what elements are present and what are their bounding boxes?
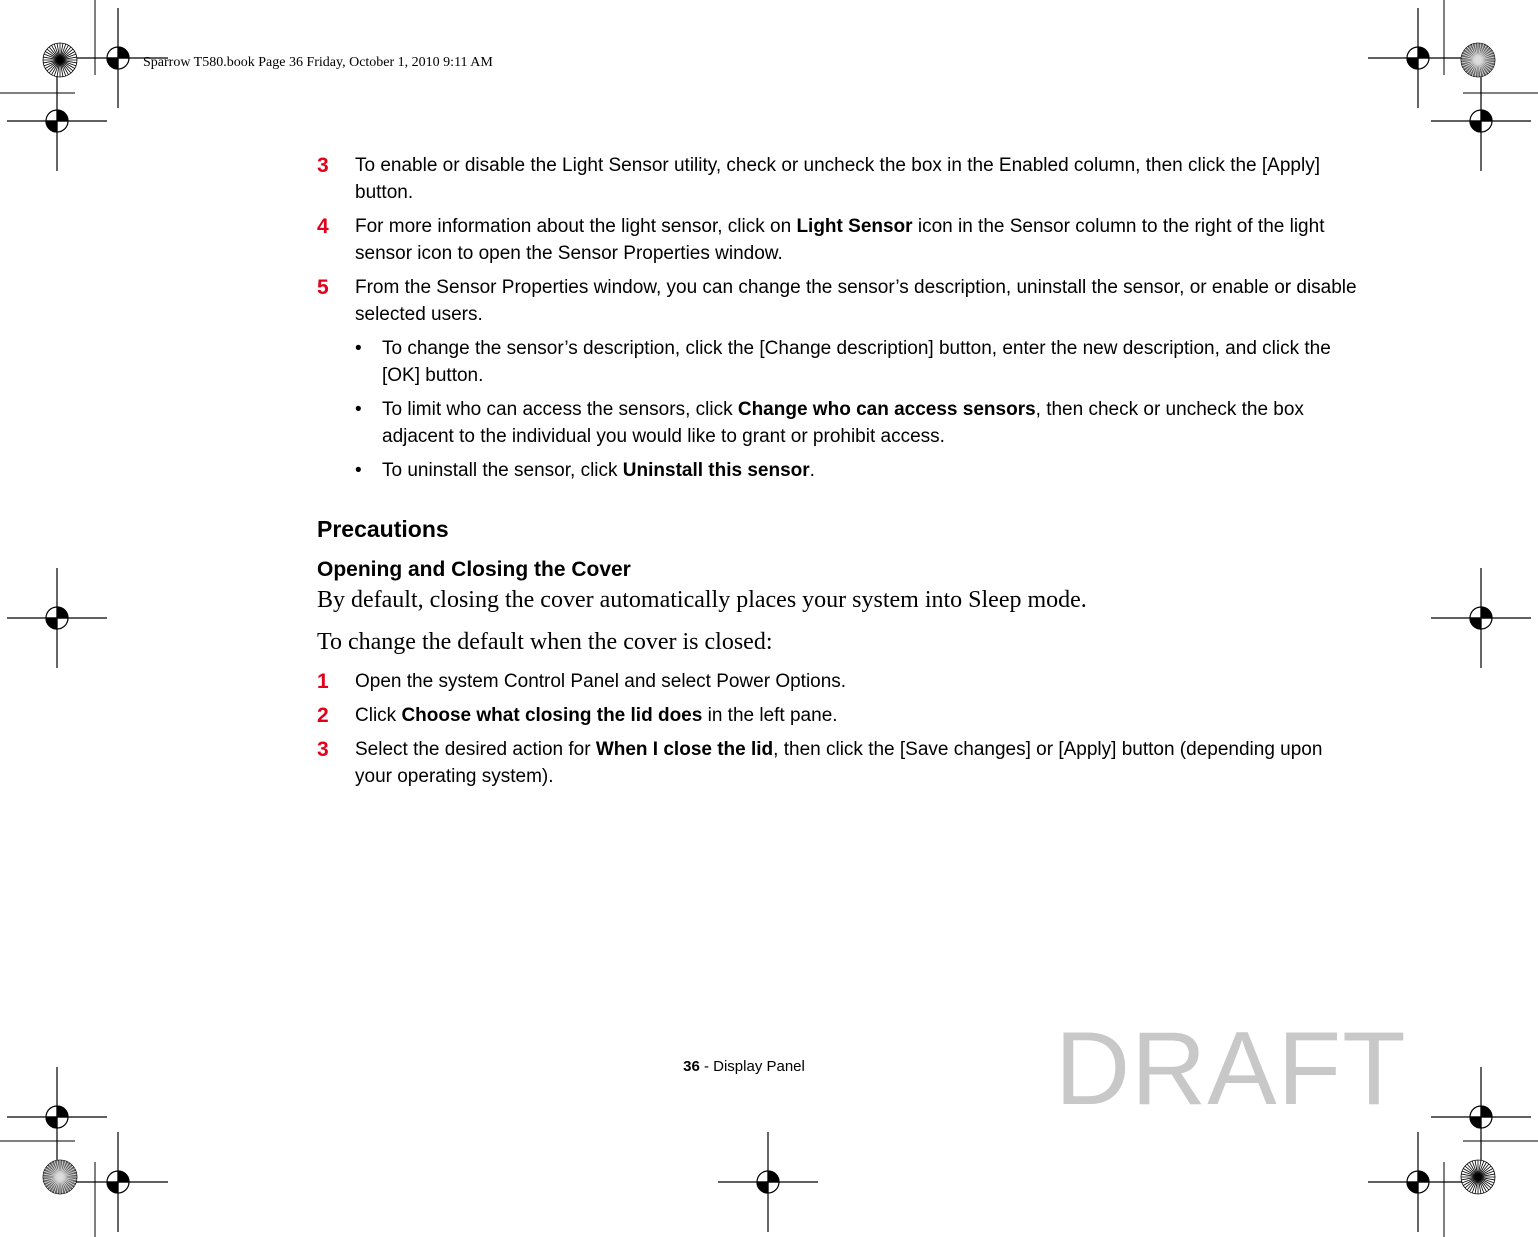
paragraph-change: To change the default when the cover is closed: [317, 629, 773, 655]
text-run: To limit who can access the sensors, click [382, 399, 738, 420]
step-number: 4 [317, 215, 329, 238]
text-run: To change the sensor’s description, click the [Change description] button, enter the new description, and click the [OK] button. [382, 338, 1331, 386]
step-number: 1 [317, 670, 329, 693]
step-number: 3 [317, 154, 329, 177]
bold-term: Choose what closing the lid does [401, 705, 703, 726]
text-run: icon in the Sensor column to the right of the light sensor icon to open the Sensor Properties window. [355, 216, 1325, 264]
bold-term: Change who can access sensors [737, 399, 1036, 420]
text-run: Click [355, 705, 402, 726]
registration-mark-icon [1368, 1132, 1468, 1232]
text-run: For more information about the light sensor, click on [355, 216, 797, 237]
heading-cover: Opening and Closing the Cover [317, 558, 631, 581]
registration-mark-icon [1368, 8, 1468, 108]
text-run: To enable or disable the Light Sensor utility, check or uncheck the box in the Enabled column, then click the [Apply] button. [355, 155, 1320, 203]
steps-list-b [317, 668, 1362, 790]
paragraph-default: By default, closing the cover automatically places your system into Sleep mode. [317, 587, 1087, 613]
bullet-dot-icon: • [355, 338, 362, 359]
step-item [317, 213, 1362, 267]
registration-mark-icon [1431, 1067, 1531, 1167]
page-content [317, 152, 1362, 797]
bullet-item [317, 335, 1362, 389]
text-run: To uninstall the sensor, click [382, 460, 623, 481]
footer-section: - Display Panel [699, 1058, 805, 1075]
step-item [317, 152, 1362, 206]
page-number: 36 [683, 1058, 700, 1075]
bullet-list [317, 335, 1362, 484]
text-run: . [809, 460, 815, 481]
steps-list-a [317, 152, 1362, 328]
step-number: 3 [317, 738, 329, 761]
bullet-dot-icon: • [355, 399, 362, 420]
star-target-icon [1461, 1160, 1495, 1194]
text-run: in the left pane. [702, 705, 838, 726]
registration-mark-icon [7, 71, 107, 171]
header-note: Sparrow T580.book Page 36 Friday, October 1, 2010 9:11 AM [143, 55, 493, 70]
text-run: , then check or uncheck the box adjacent to the individual you would like to grant or prohibit access. [382, 399, 1304, 447]
step-number: 5 [317, 276, 329, 299]
registration-mark-icon [1431, 568, 1531, 668]
star-target-icon [43, 1160, 77, 1194]
star-target-icon [1461, 43, 1495, 77]
bullet-item [317, 396, 1362, 450]
text-run: , then click the [Save changes] or [Apply] button (depending upon your operating system). [355, 739, 1323, 787]
registration-mark-icon [68, 1132, 168, 1232]
bold-term: Light Sensor [796, 216, 913, 237]
star-target-icon [43, 43, 77, 77]
step-item [317, 668, 1362, 695]
step-item [317, 274, 1362, 328]
step-number: 2 [317, 704, 329, 727]
draft-watermark: DRAFT [1055, 1011, 1407, 1127]
text-run: From the Sensor Properties window, you can change the sensor’s description, uninstall the sensor, or enable or disable selected users. [355, 277, 1357, 325]
bold-term: When I close the lid [595, 739, 774, 760]
bold-term: Uninstall this sensor [622, 460, 810, 481]
text-run: Select the desired action for [355, 739, 596, 760]
bullet-item [317, 457, 1362, 484]
registration-mark-icon [7, 568, 107, 668]
heading-precautions: Precautions [317, 516, 449, 542]
step-item [317, 736, 1362, 790]
step-item [317, 702, 1362, 729]
bullet-dot-icon: • [355, 460, 362, 481]
registration-mark-icon [718, 1132, 818, 1232]
registration-mark-icon [7, 1067, 107, 1167]
registration-mark-icon [1431, 71, 1531, 171]
text-run: Open the system Control Panel and select Power Options. [355, 671, 847, 692]
